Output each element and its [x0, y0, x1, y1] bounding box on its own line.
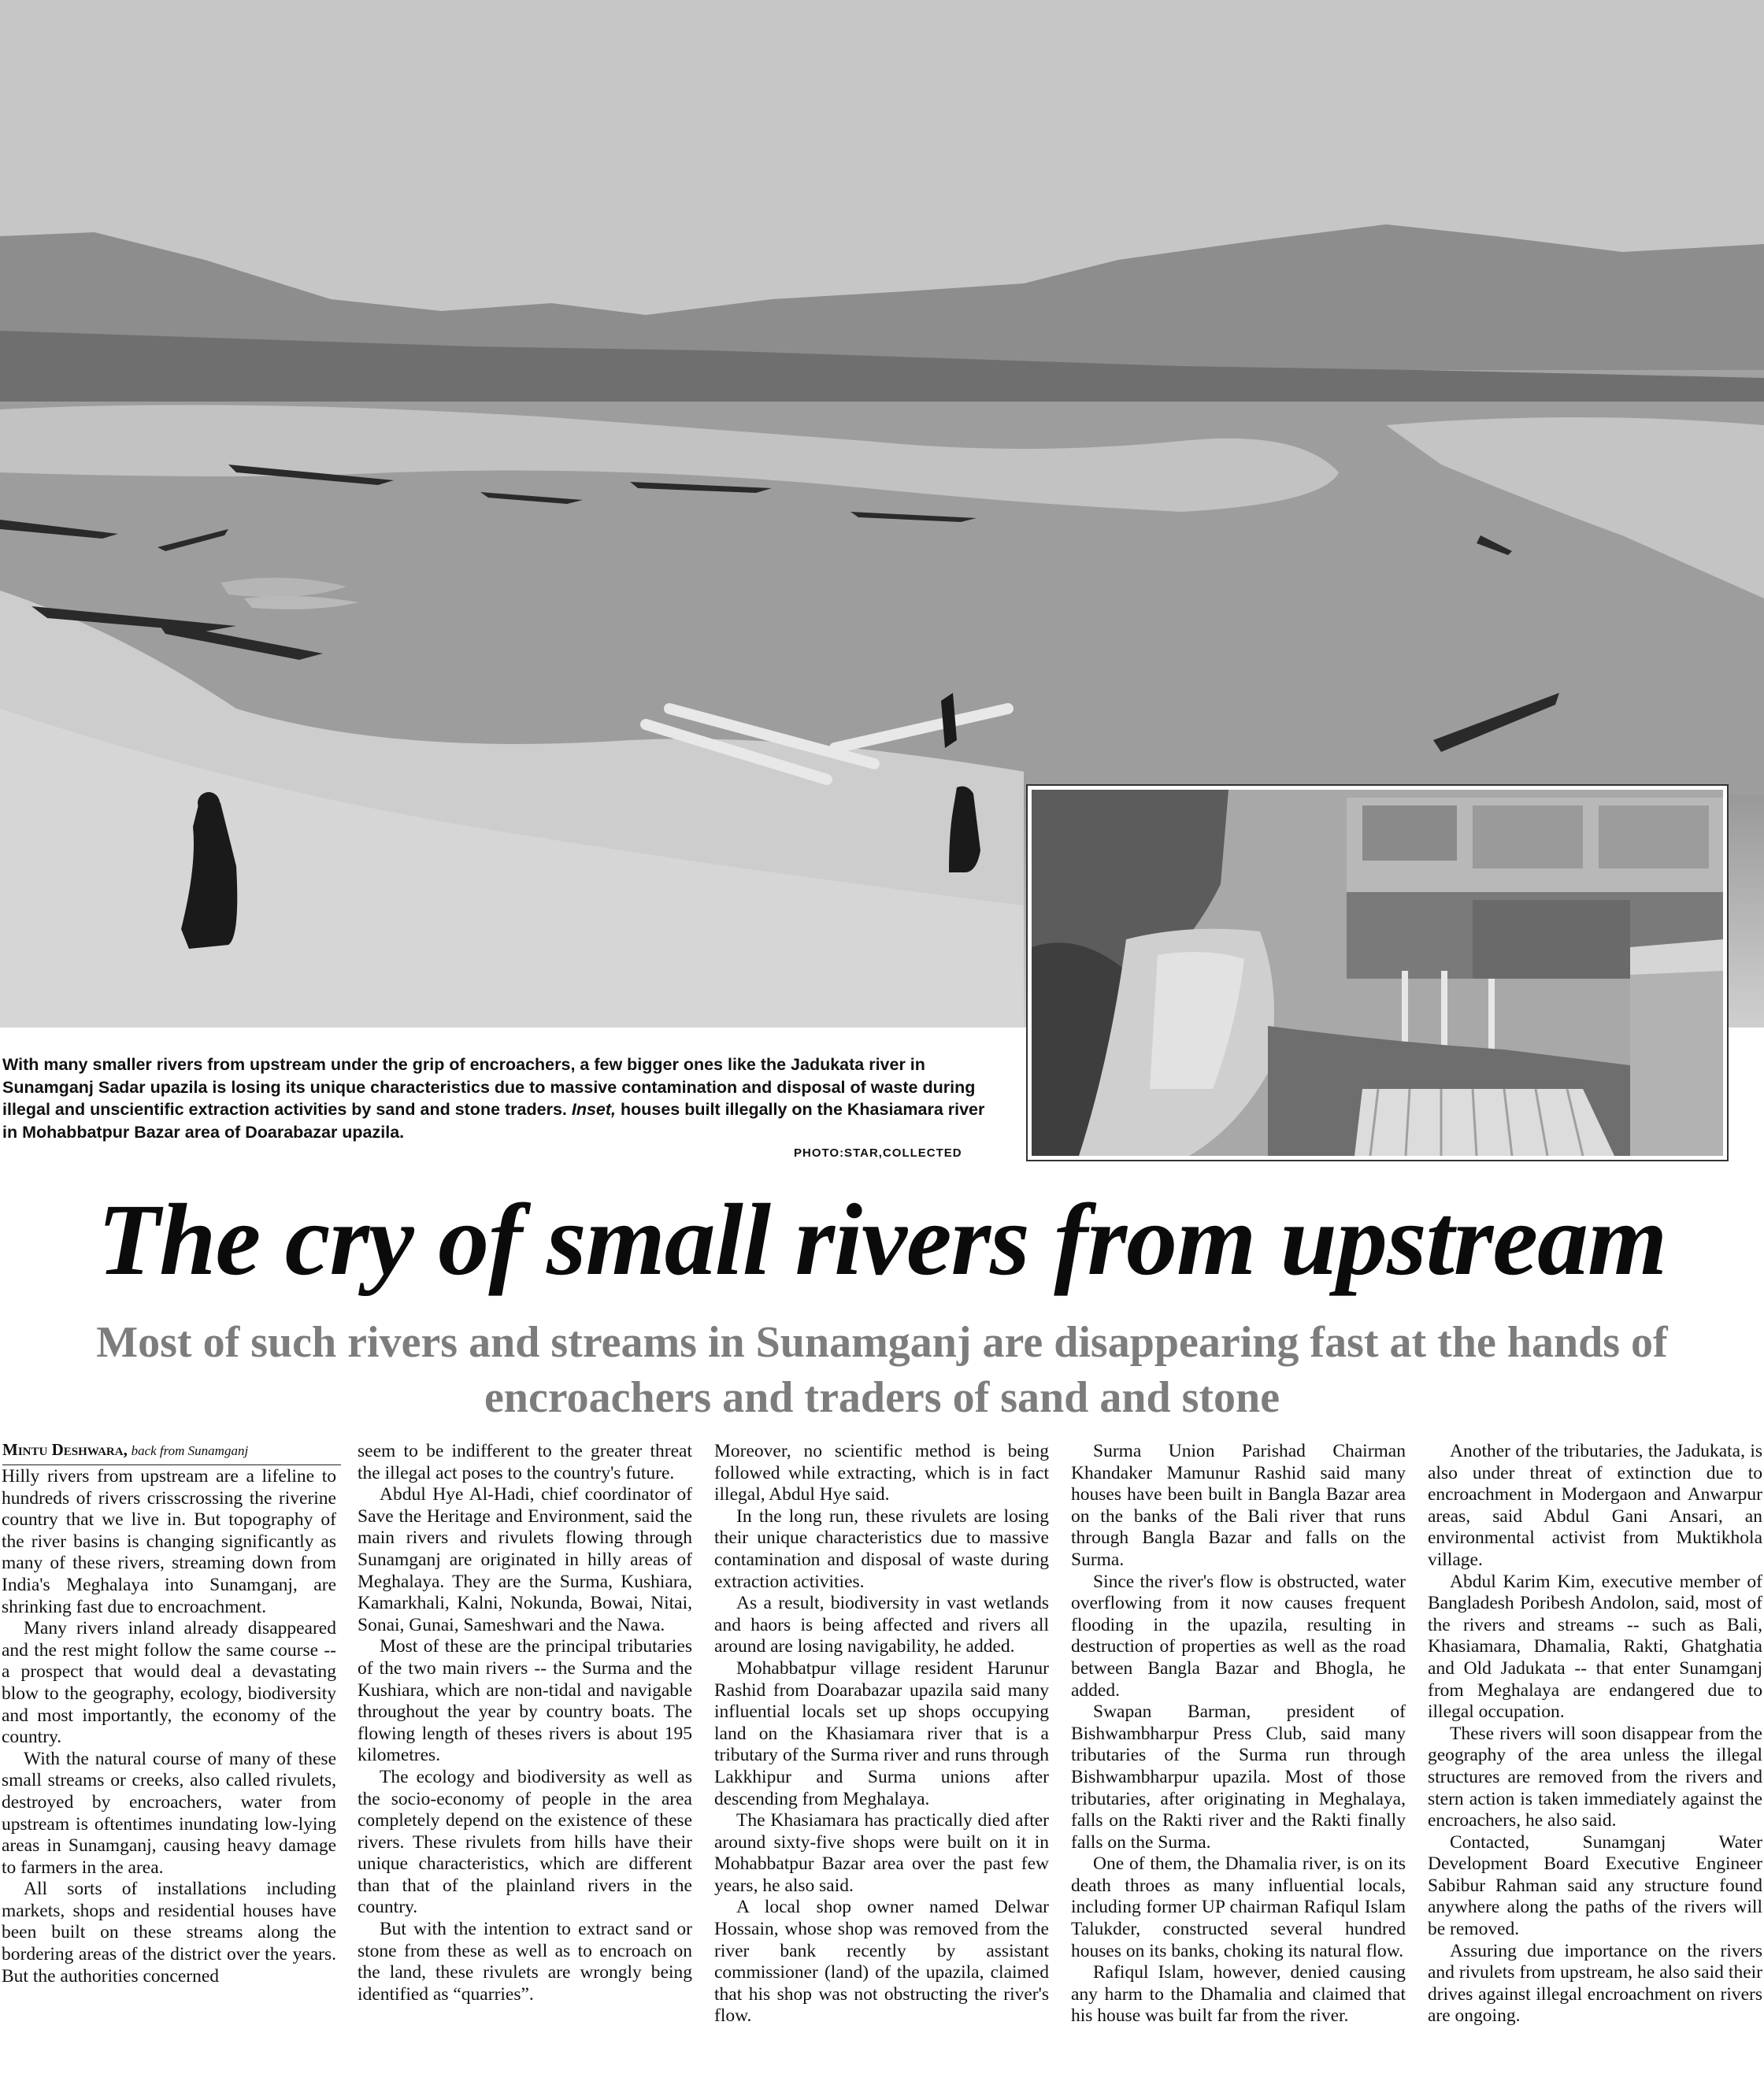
paragraph: Swapan Barman, president of Bishwambharpur Press Club, said many tributaries of the Surma run through Bishwambharpur upazila. Most of those tributaries, after originating in Meghalaya, falls on the Rakti river and the Rakti finally falls on the Surma. — [1071, 1701, 1406, 1853]
article-column-1 — [2, 1466, 336, 2081]
caption-inset-label: Inset, — [571, 1100, 617, 1119]
paragraph: All sorts of installations including markets, shops and residential houses have been built on these streams along the bordering areas of the district over the years. But the authorities concerned — [2, 1879, 336, 1987]
paragraph: With the natural course of many of these small streams or creeks, also called rivulets, destroyed by encroachers, water from upstream is oftentimes inundating low-lying areas in Sunamganj, causing heavy damage to farmers in the area. — [2, 1748, 336, 1878]
paragraph: Many rivers inland already disappeared and the rest might follow the same course -- a prospect that would deal a devastating blow to the geography, ecology, biodiversity and most importantly, the economy of the country. — [2, 1618, 336, 1748]
paragraph: Mohabbatpur village resident Harunur Rashid from Doarabazar upazila said many influential locals set up shops occupying land on the Khasiamara river that is a tributary of the Surma river and runs through Lakkhipur and Surma unions after descending from Meghalaya. — [714, 1657, 1049, 1809]
paragraph: The Khasiamara has practically died after around sixty-five shops were built on it in Mohabbatpur Bazar area over the past few years, he also said. — [714, 1810, 1049, 1896]
caption-text: With many smaller rivers from upstream under the grip of encroachers, a few bigger ones like the Jadukata river in Sunamganj Sadar upazila is losing its unique characteristics due to massive contamination and disposal of waste during illegal and unscientific extraction activities by sand and stone traders. — [2, 1055, 976, 1119]
paragraph: Abdul Hye Al-Hadi, chief coordinator of Save the Heritage and Environment, said the main rivers and rivulets flowing through Sunamganj are originated in hilly areas of Meghalaya. They are the Surma, Kushiara, Kamarkhali, Kalni, Nokunda, Bowai, Nitai, Sonai, Gunai, Sameshwari and the Nawa. — [358, 1484, 692, 1635]
inset-photo — [1028, 786, 1727, 1160]
paragraph: One of them, the Dhamalia river, is on its death throes as many influential locals, including former UP chairman Rafiqul Islam Talukder, constructed several hundred houses on its banks, choking its natural flow. — [1071, 1853, 1406, 1961]
article-column-3 — [714, 1441, 1049, 2081]
article-column-5 — [1428, 1441, 1762, 2081]
paragraph: Abdul Karim Kim, executive member of Bangladesh Poribesh Andolon, said, most of the rivers and streams -- such as Bali, Khasiamara, Dhamalia, Rakti, Ghatghatia and Old Jadukata -- that enter Sunamganj from Meghalaya are endangered due to illegal occupation. — [1428, 1571, 1762, 1723]
byline-location: back from Sunamganj — [131, 1443, 249, 1458]
photo-credit: PHOTO:STAR,COLLECTED — [794, 1146, 962, 1160]
paragraph: Most of these are the principal tributaries of the two main rivers -- the Surma and the Kushiara, which are non-tidal and navigable throughout the year by country boats. The flowing length of theses rivers is about 195 kilometres. — [358, 1636, 692, 1766]
paragraph: A local shop owner named Delwar Hossain, whose shop was removed from the river bank recently by assistant commissioner (land) of the upazila, claimed that his shop was not obstructing the river's flow. — [714, 1897, 1049, 2027]
paragraph: seem to be indifferent to the greater threat the illegal act poses to the country's future. — [358, 1441, 692, 1483]
paragraph: Moreover, no scientific method is being followed while extracting, which is in fact illegal, Abdul Hye said. — [714, 1441, 1049, 1505]
paragraph: Surma Union Parishad Chairman Khandaker Mamunur Rashid said many houses have been built in Bangla Bazar area on the banks of the Bali river that runs through Bangla Bazar and falls on the Surma. — [1071, 1441, 1406, 1570]
paragraph: In the long run, these rivulets are losing their unique characteristics due to massive contamination and disposal of waste during extraction activities. — [714, 1505, 1049, 1592]
caption-text-inset: houses built illegally on the Khasiamara river in Mohabbatpur Bazar area of Doarabazar upazila. — [2, 1100, 985, 1142]
byline-author: Mintu Deshwara, — [2, 1440, 128, 1459]
paragraph: The ecology and biodiversity as well as the socio-economy of people in the area completely depend on the existence of these rivers. These rivulets from hills have their unique characteristics, which are different than that of the plainland rivers in the country. — [358, 1766, 692, 1918]
paragraph: Assuring due importance on the rivers and rivulets from upstream, he also said their drives against illegal encroachment on rivers are ongoing. — [1428, 1940, 1762, 2027]
paragraph: Since the river's flow is obstructed, water overflowing from it now causes frequent flooding in the upazila, resulting in destruction of properties as well as the road between Bangla Bazar and Bhogla, he added. — [1071, 1571, 1406, 1701]
paragraph: These rivers will soon disappear from the geography of the area unless the illegal structures are removed from the rivers and stern action is taken immediately against the encroachers, he also said. — [1428, 1723, 1762, 1831]
paragraph: But with the intention to extract sand or stone from these as well as to encroach on the land, these rivulets are wrongly being identified as “quarries”. — [358, 1919, 692, 2005]
article-column-2 — [358, 1441, 692, 2081]
paragraph: Contacted, Sunamganj Water Development Board Executive Engineer Sabibur Rahman said any structure found anywhere along the paths of the rivers will be removed. — [1428, 1831, 1762, 1940]
paragraph: Rafiqul Islam, however, denied causing any harm to the Dhamalia and claimed that his house was built far from the river. — [1071, 1962, 1406, 2027]
photo-caption — [2, 1053, 996, 1143]
paragraph: Hilly rivers from upstream are a lifeline to hundreds of rivers crisscrossing the riverine country that we live in. But topography of the river basins is changing significantly as many of these rivers, streaming down from India's Meghalaya into Sunamganj, are shrinking fast due to encroachment. — [2, 1466, 336, 1617]
paragraph: As a result, biodiversity in vast wetlands and haors is being affected and rivers all around are losing navigability, he added. — [714, 1593, 1049, 1657]
houses-on-river-image — [1032, 790, 1723, 1156]
byline — [2, 1439, 341, 1465]
article-column-4 — [1071, 1441, 1406, 2081]
paragraph: Another of the tributaries, the Jadukata, is also under threat of extinction due to encroachment in Modergaon and Anwarpur areas, said Abdul Gani Ansari, an environmental activist from Muktikhola village. — [1428, 1441, 1762, 1570]
headline: The cry of small rivers from upstream — [97, 1183, 1667, 1297]
subheadline: Most of such rivers and streams in Sunamganj are disappearing fast at the hands of encroachers and traders of sand and stone — [96, 1318, 1668, 1422]
